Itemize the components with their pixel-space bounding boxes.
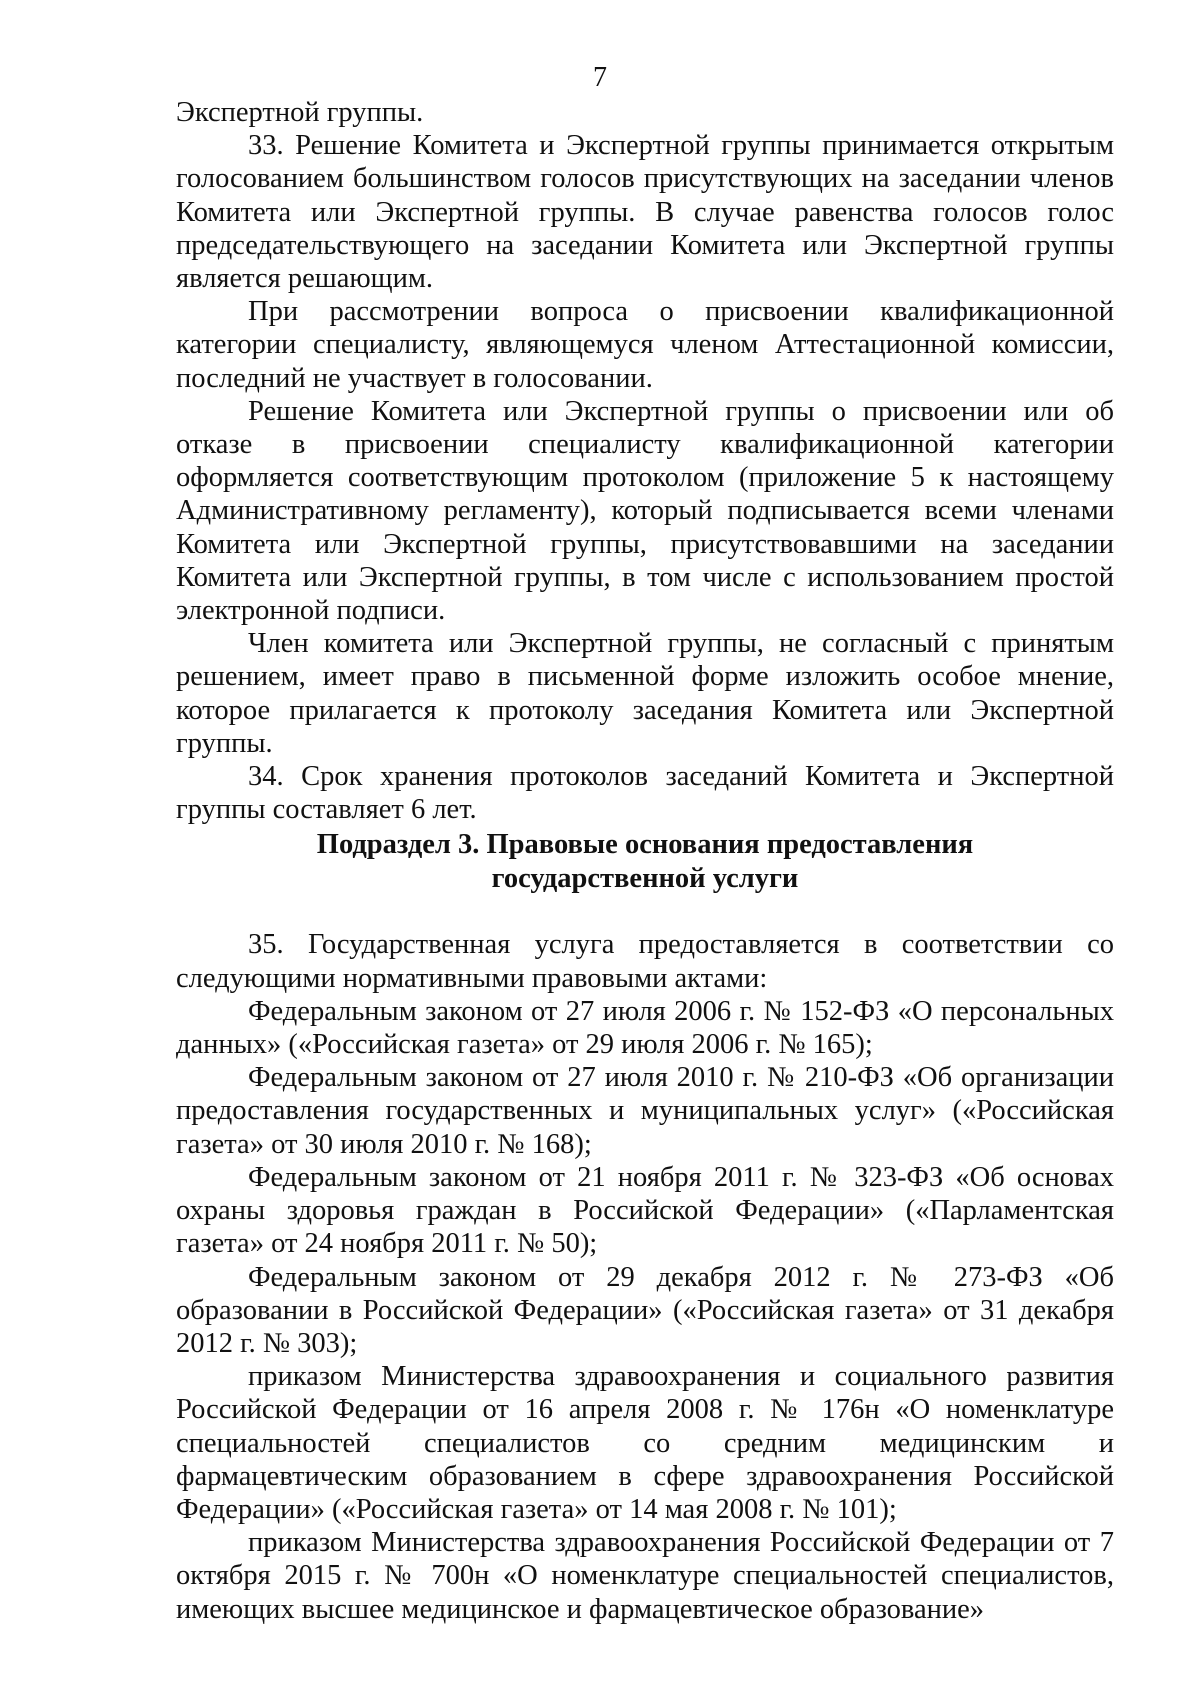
paragraph-qualification-vote: При рассмотрении вопроса о присвоении квалификационной категории специалисту, являющемуся членом Аттестационной комиссии, последний не участвует в голосовании. [176,296,1114,394]
paragraph-33: 33. Решение Комитета и Экспертной группы принимается открытым голосованием большинством голосов присутствующих на заседании членов Комитета или Экспертной группы. В случае равенства голосов голос председательствующего на заседании Комитета или Экспертной группы является решающим. [176,130,1114,295]
paragraph-dissenting-opinion: Член комитета или Экспертной группы, не согласный с принятым решением, имеет право в письменной форме изложить особое мнение, которое прилагается к протоколу заседания Комитета или Экспертной группы. [176,628,1114,759]
law-323-fz: Федеральным законом от 21 ноября 2011 г. № 323-ФЗ «Об основах охраны здоровья граждан в Российской Федерации» («Парламентская газета» от 24 ноября 2011 г. № 50); [176,1161,1114,1260]
paragraph-decision-protocol: Решение Комитета или Экспертной группы о присвоении или об отказе в присвоении специалисту квалификационной категории оформляется соответствующим протоколом (приложение 5 к настоящему Административному регламенту), который подписывается всеми членами Комитета или Экспертной группы, присутствовавшими на заседании Комитета или Экспертной группы, в том числе с использованием простой электронной подписи. [176,395,1114,627]
law-210-fz: Федеральным законом от 27 июля 2010 г. № 210-ФЗ «Об организации предоставления государственных и муниципальных услуг» («Российская газета» от 30 июля 2010 г. № 168); [176,1062,1114,1160]
paragraph-continuation: Экспертной группы. [176,97,424,128]
section-spacer [176,896,1114,928]
order-700n: приказом Министерства здравоохранения Российской Федерации от 7 октября 2015 г. № 700н «О номенклатуре специальностей специалистов, имеющих высшее медицинское и фармацевтическое образование» [176,1527,1114,1625]
law-273-fz: Федеральным законом от 29 декабря 2012 г. № 273-ФЗ «Об образовании в Российской Федерации» («Российская газета» от 31 декабря 2012 г. № 303); [176,1261,1114,1359]
section-heading-line-1: Подраздел 3. Правовые основания предоставления [316,829,974,861]
document-body [176,96,1114,1626]
paragraph-35: 35. Государственная услуга предоставляется в соответствии со следующими нормативными правовыми актами: [176,929,1114,994]
law-152-fz: Федеральным законом от 27 июля 2006 г. № 152-ФЗ «О персональных данных» («Российская газета» от 29 июля 2006 г. № 165); [176,995,1114,1061]
section-heading [176,828,1114,896]
section-heading-line-2: государственной услуги [491,863,799,895]
order-176n: приказом Министерства здравоохранения и социального развития Российской Федерации от 16 апреля 2008 г. № 176н «О номенклатуре специальностей специалистов со средним медицинским и фармацевтическим образованием в сфере здравоохранения Российской Федерации» («Российская газета» от 14 мая 2008 г. № 101); [176,1361,1114,1525]
paragraph-34: 34. Срок хранения протоколов заседаний Комитета и Экспертной группы составляет 6 лет. [176,761,1114,826]
page-number: 7 [593,62,607,93]
